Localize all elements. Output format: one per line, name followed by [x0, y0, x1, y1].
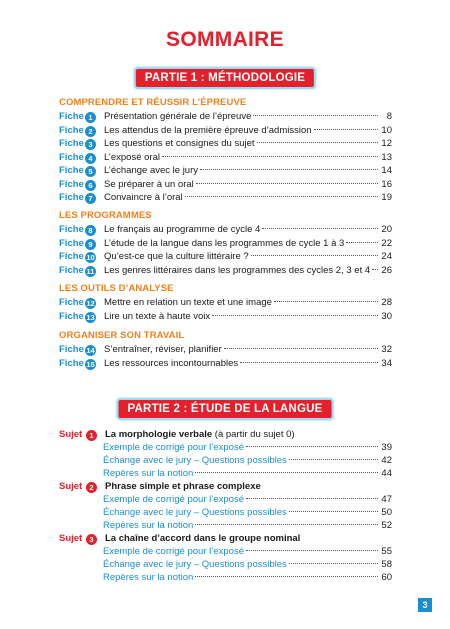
page-ref: 55 [381, 546, 392, 557]
page-ref: 42 [381, 455, 392, 466]
dot-leader [212, 315, 378, 316]
entry-title: S’entraîner, réviser, planifier [104, 344, 222, 355]
dot-leader [195, 576, 378, 577]
page-ref: 58 [381, 559, 392, 570]
page-ref: 8 [386, 111, 392, 122]
fiche-label: Fiche [59, 111, 84, 122]
fiche-label: Fiche [59, 237, 84, 249]
page-ref: 28 [381, 297, 392, 308]
dot-leader [195, 472, 378, 473]
toc-entry[interactable] [59, 296, 392, 309]
fiche-label: Fiche [59, 192, 84, 203]
page-ref: 16 [381, 178, 392, 190]
entry-title: L’étude de la langue dans les programmes de cycle 1 à 3 [104, 237, 345, 249]
fiche-label: Fiche [59, 178, 84, 190]
page-number: 3 [418, 598, 432, 612]
number-badge-icon: 1 [85, 112, 96, 123]
fiche-label: Fiche [59, 138, 84, 149]
dot-leader [274, 301, 378, 302]
sujet-label: Sujet [59, 533, 83, 544]
section-heading: LES PROGRAMMES [59, 210, 152, 221]
sujet-heading[interactable] [59, 532, 392, 545]
sub-entry-title: Exemple de corrigé pour l’exposé [103, 494, 244, 505]
toc-entry[interactable] [59, 124, 392, 137]
dot-leader [262, 228, 378, 229]
page-title: SOMMAIRE [166, 28, 284, 51]
entry-title: L’échange avec le jury [104, 165, 199, 176]
section-heading: COMPRENDRE ET RÉUSSIR L’ÉPREUVE [59, 97, 247, 108]
sub-entry-title: Repères sur la notion [103, 572, 194, 583]
sub-entry[interactable] [103, 467, 392, 480]
sub-entry[interactable] [103, 519, 392, 532]
number-badge-icon: 3 [85, 139, 96, 150]
number-badge-icon: 10 [86, 253, 95, 262]
page-ref: 24 [381, 251, 392, 262]
page-ref: 32 [381, 344, 392, 355]
entry-title: Les questions et consignes du sujet [104, 138, 255, 149]
page-ref: 14 [381, 165, 392, 176]
dot-leader [251, 255, 378, 256]
number-badge-icon: 1 [86, 430, 97, 441]
sub-entry[interactable] [103, 571, 392, 584]
number-badge-icon: 15 [86, 359, 95, 369]
sujet-title: Phrase simple et phrase complexe [105, 481, 261, 492]
section-heading: ORGANISER SON TRAVAIL [59, 330, 185, 341]
number-badge-icon: 12 [86, 299, 95, 308]
fiche-label: Fiche [59, 297, 84, 308]
toc-entry[interactable] [59, 264, 392, 277]
sujet-title: La morphologie verbale (à partir du sujet 0) [105, 429, 295, 440]
sub-entry[interactable] [103, 558, 392, 571]
sub-entry[interactable] [103, 545, 392, 558]
toc-entry[interactable] [59, 343, 392, 356]
dot-leader [224, 348, 378, 349]
fiche-label: Fiche [59, 344, 84, 355]
number-badge-icon: 4 [85, 153, 96, 164]
number-badge-icon: 5 [85, 166, 96, 177]
page-ref: 20 [381, 224, 392, 235]
page-ref: 22 [381, 237, 392, 249]
fiche-label: Fiche [59, 357, 84, 369]
toc-entry[interactable] [59, 137, 392, 150]
number-badge-icon: 8 [85, 225, 96, 236]
toc-entry[interactable] [59, 250, 392, 263]
toc-entry[interactable] [59, 151, 392, 164]
number-badge-icon: 11 [86, 266, 95, 276]
dot-leader [162, 156, 378, 157]
entry-title: Qu’est-ce que la culture littéraire ? [104, 251, 249, 262]
fiche-label: Fiche [59, 251, 84, 262]
dot-leader [372, 269, 378, 270]
number-badge-icon: 3 [86, 534, 97, 545]
number-badge-icon: 6 [85, 180, 96, 191]
page-ref: 10 [381, 124, 392, 136]
dot-leader [240, 362, 378, 363]
page-ref: 47 [381, 494, 392, 505]
dot-leader [246, 446, 378, 447]
sujet-title: La chaîne d’accord dans le groupe nominal [105, 533, 301, 544]
dot-leader [346, 242, 378, 243]
toc-entry[interactable] [59, 178, 392, 191]
page-ref: 50 [381, 507, 392, 518]
page-ref: 52 [381, 520, 392, 531]
entry-title: Lire un texte à haute voix [104, 310, 211, 322]
dot-leader [314, 129, 378, 130]
fiche-label: Fiche [59, 310, 84, 322]
dot-leader [257, 142, 378, 143]
sujet-heading[interactable] [59, 428, 392, 441]
dot-leader [200, 169, 378, 170]
sub-entry-title: Exemple de corrigé pour l’exposé [103, 442, 244, 453]
sujet-label: Sujet [59, 429, 83, 440]
toc-entry[interactable] [59, 110, 392, 123]
sub-entry-title: Échange avec le jury – Questions possibles [103, 559, 287, 570]
toc-entry[interactable] [59, 310, 392, 323]
number-badge-icon: 14 [86, 346, 95, 355]
number-badge-icon: 2 [85, 126, 96, 137]
sub-entry-title: Échange avec le jury – Questions possibles [103, 455, 287, 466]
page-ref: 44 [381, 468, 392, 479]
dot-leader [253, 115, 378, 116]
fiche-label: Fiche [59, 165, 84, 176]
page-ref: 60 [381, 572, 392, 583]
page-ref: 19 [381, 192, 392, 203]
sub-entry-title: Repères sur la notion [103, 520, 194, 531]
sub-entry[interactable] [103, 441, 392, 454]
dot-leader [185, 196, 378, 197]
entry-title: Le français au programme de cycle 4 [104, 224, 261, 235]
entry-title: Convaincre à l’oral [104, 192, 183, 203]
fiche-label: Fiche [59, 264, 84, 276]
toc-entry[interactable] [59, 191, 392, 204]
entry-title: Présentation générale de l’épreuve [104, 111, 252, 122]
dot-leader [246, 498, 378, 499]
page-ref: 12 [381, 138, 392, 149]
number-badge-icon: 7 [85, 193, 96, 204]
fiche-label: Fiche [59, 224, 84, 235]
dot-leader [289, 459, 378, 460]
entry-title: Les attendus de la première épreuve d’admission [104, 124, 312, 136]
entry-title: Se préparer à un oral [104, 178, 194, 190]
number-badge-icon: 13 [86, 312, 95, 322]
page-ref: 26 [381, 264, 392, 276]
number-badge-icon: 2 [86, 482, 97, 493]
sub-entry-title: Exemple de corrigé pour l’exposé [103, 546, 244, 557]
entry-title: Les ressources incontournables [104, 357, 239, 369]
dot-leader [195, 524, 378, 525]
dot-leader [289, 511, 378, 512]
page-ref: 39 [381, 442, 392, 453]
number-badge-icon: 9 [85, 239, 96, 250]
toc-entry[interactable] [59, 164, 392, 177]
section-heading: LES OUTILS D’ANALYSE [59, 283, 174, 294]
sujet-label: Sujet [59, 481, 83, 492]
entry-title: Les genres littéraires dans les programmes des cycles 2, 3 et 4 [104, 264, 371, 276]
entry-title: Mettre en relation un texte et une image [104, 297, 272, 308]
entry-title: L’exposé oral [104, 151, 160, 163]
toc-entry[interactable] [59, 357, 392, 370]
part1-banner: PARTIE 1 : MÉTHODOLOGIE [134, 67, 316, 89]
fiche-label: Fiche [59, 151, 84, 163]
toc-entry[interactable] [59, 237, 392, 250]
dot-leader [196, 183, 378, 184]
page-ref: 30 [381, 310, 392, 322]
sub-entry[interactable] [103, 506, 392, 519]
page-ref: 13 [381, 151, 392, 163]
sub-entry-title: Échange avec le jury – Questions possibles [103, 507, 287, 518]
dot-leader [289, 563, 378, 564]
part2-banner: PARTIE 2 : ÉTUDE DE LA LANGUE [117, 398, 334, 420]
sub-entry[interactable] [103, 454, 392, 467]
fiche-label: Fiche [59, 124, 84, 136]
page-ref: 34 [381, 357, 392, 369]
sub-entry[interactable] [103, 493, 392, 506]
sub-entry-title: Repères sur la notion [103, 468, 194, 479]
toc-entry[interactable] [59, 223, 392, 236]
sujet-heading[interactable] [59, 480, 392, 493]
dot-leader [246, 550, 378, 551]
